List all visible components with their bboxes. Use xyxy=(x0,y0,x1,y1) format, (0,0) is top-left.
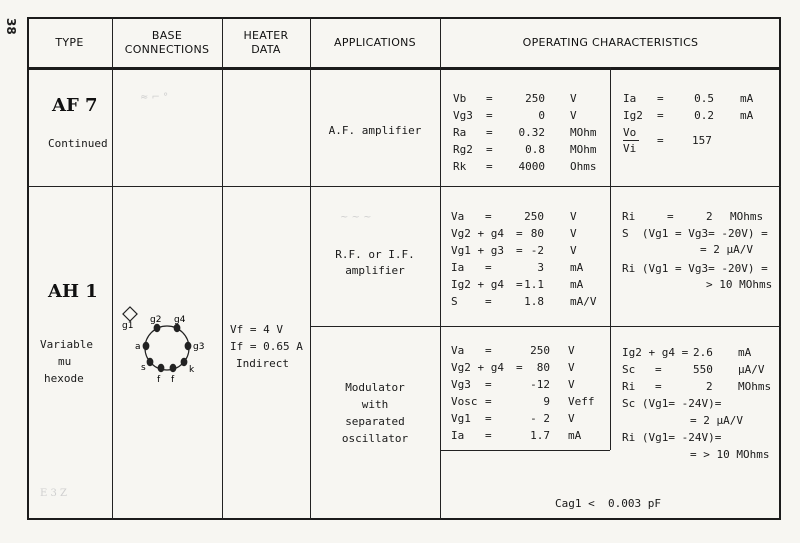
param-unit: V xyxy=(568,344,575,357)
param-label: Rk xyxy=(453,160,467,173)
param-label: Vg3 xyxy=(453,109,473,122)
param-unit: Veff xyxy=(568,395,595,408)
equals-sign: = xyxy=(516,227,523,240)
param-value: 550 xyxy=(693,363,713,376)
param-value: 250 xyxy=(530,344,550,357)
transconductance-value: = 2 μA/V xyxy=(690,414,743,427)
equals-sign: = xyxy=(485,412,492,425)
rf-application-1: R.F. or I.F. xyxy=(335,248,415,261)
equals-sign: = xyxy=(485,261,492,274)
equals-sign: = xyxy=(667,210,674,223)
header-base-1: BASE xyxy=(151,29,183,42)
param-unit: V xyxy=(568,378,575,391)
ah1-desc-2: mu xyxy=(58,355,72,368)
header-divider xyxy=(27,67,781,70)
pin-f-2 xyxy=(170,364,177,372)
param-label: S xyxy=(451,295,458,308)
equals-sign: = xyxy=(485,210,492,223)
param-unit: Ohms xyxy=(570,160,597,173)
param-label: Vg1 xyxy=(451,412,471,425)
param-value: 80 xyxy=(536,361,550,374)
header-applications: APPLICATIONS xyxy=(334,36,416,49)
param-label: Ia xyxy=(451,429,465,442)
param-label: Vb xyxy=(453,92,467,105)
param-label: Vg1 + g3 xyxy=(451,244,504,257)
pin-label: g3 xyxy=(193,342,205,352)
af7-note: Continued xyxy=(48,137,108,150)
pin-g4 xyxy=(174,324,181,332)
param-value: 2 xyxy=(706,380,713,393)
param-unit: V xyxy=(568,361,575,374)
type-ah1: AH 1 xyxy=(48,281,98,302)
header-base-2: CONNECTIONS xyxy=(124,43,210,56)
param-label: Va xyxy=(451,344,465,357)
mod-application-4: oscillator xyxy=(341,432,409,445)
gain-numerator: Vo xyxy=(623,126,637,139)
param-value: -2 xyxy=(530,244,544,257)
col-divider-1 xyxy=(112,17,113,520)
param-value: 1.8 xyxy=(524,295,544,308)
param-label: Ig2 + g4 xyxy=(451,278,504,291)
pin-label: f xyxy=(157,375,161,385)
row-divider-af7 xyxy=(27,186,781,187)
param-unit: MOhms xyxy=(730,210,764,223)
heater-if: If = 0.65 A xyxy=(230,340,303,353)
page-number: 38 xyxy=(4,18,18,35)
heater-vf: Vf = 4 V xyxy=(230,323,283,336)
pin-g2 xyxy=(154,324,161,332)
param-value: 9 xyxy=(543,395,550,408)
equals-sign: = xyxy=(486,109,493,122)
equals-sign: = xyxy=(486,92,493,105)
transconductance-condition: Sc (Vg1= -24V)= xyxy=(622,397,722,410)
show-through: E 3 Z xyxy=(40,488,67,499)
param-label: Ia xyxy=(623,92,637,105)
param-value: 1.1 xyxy=(524,278,544,291)
param-value: 0.5 xyxy=(694,92,714,105)
mod-application-3: separated xyxy=(345,415,405,428)
equals-sign: = xyxy=(485,429,492,442)
param-value: 4000 xyxy=(518,160,545,173)
header-heater-2: DATA xyxy=(251,43,281,56)
af7-application: A.F. amplifier xyxy=(328,124,422,137)
pin-label: g1 xyxy=(122,321,134,331)
type-af7: AF 7 xyxy=(52,95,98,116)
param-label: Sc xyxy=(622,363,636,376)
param-label: Rg2 xyxy=(453,143,473,156)
pin-label: g4 xyxy=(174,315,186,325)
equals-sign: = xyxy=(516,244,523,257)
resistance-condition: Ri (Vg1= -24V)= xyxy=(622,431,722,444)
ah1-desc-1: Variable xyxy=(40,338,93,351)
param-unit: mA xyxy=(568,429,582,442)
equals-sign: = xyxy=(657,134,664,147)
gain-denominator: Vi xyxy=(623,142,637,155)
param-label: Vosc xyxy=(451,395,478,408)
param-unit: mA xyxy=(738,346,752,359)
header-type: TYPE xyxy=(55,36,84,49)
param-unit: V xyxy=(568,412,575,425)
param-unit: mA/V xyxy=(570,295,597,308)
pin-label: f xyxy=(171,375,175,385)
param-value: 0.8 xyxy=(525,143,545,156)
pin-f-1 xyxy=(158,364,165,372)
equals-sign: = xyxy=(657,92,664,105)
param-unit: V xyxy=(570,227,577,240)
equals-sign: = xyxy=(516,361,523,374)
base-connections-diagram xyxy=(112,300,222,390)
transconductance-value: = 2 μA/V xyxy=(700,243,753,256)
show-through: ~ ~ ~ xyxy=(340,212,372,223)
col-divider-2 xyxy=(222,17,223,520)
param-value: -12 xyxy=(530,378,550,391)
param-value: 3 xyxy=(537,261,544,274)
param-unit: mA xyxy=(570,261,584,274)
row-divider-rf xyxy=(310,326,781,327)
param-label: Va xyxy=(451,210,465,223)
pin-a xyxy=(143,342,150,350)
resistance-condition: Ri (Vg1 = Vg3= -20V) = xyxy=(622,262,768,275)
header-operating: OPERATING CHARACTERISTICS xyxy=(522,36,699,49)
param-value: 2 xyxy=(706,210,713,223)
param-value: 1.7 xyxy=(530,429,550,442)
param-unit: V xyxy=(570,210,577,223)
param-label: Ri xyxy=(622,210,636,223)
param-unit: mA xyxy=(740,109,754,122)
transconductance-condition: S (Vg1 = Vg3= -20V) = xyxy=(622,227,768,240)
equals-sign: = xyxy=(655,363,662,376)
param-label: Ra xyxy=(453,126,467,139)
header-heater-1: HEATER xyxy=(243,29,289,42)
pin-s xyxy=(147,358,154,366)
pin-label: g2 xyxy=(150,315,162,325)
param-unit: mA xyxy=(740,92,754,105)
param-value: 0 xyxy=(538,109,545,122)
param-unit: MOhms xyxy=(738,380,772,393)
param-value: 250 xyxy=(524,210,544,223)
pin-k xyxy=(181,358,188,366)
param-unit: V xyxy=(570,109,577,122)
equals-sign: = xyxy=(486,126,493,139)
param-label: Vg2 + g4 xyxy=(451,361,504,374)
resistance-value: > 10 MOhms xyxy=(706,278,773,291)
grid-anode-capacitance: Cag1 < 0.003 pF xyxy=(555,497,661,510)
row-divider-mod xyxy=(440,450,610,451)
pin-label: a xyxy=(135,342,141,352)
param-value: 250 xyxy=(525,92,545,105)
param-unit: mA xyxy=(570,278,584,291)
param-label: Vg2 + g4 xyxy=(451,227,504,240)
ah1-desc-3: hexode xyxy=(44,372,84,385)
equals-sign: = xyxy=(485,395,492,408)
equals-sign: = xyxy=(516,278,523,291)
equals-sign: = xyxy=(485,378,492,391)
resistance-value: = > 10 MOhms xyxy=(690,448,770,461)
fraction-bar xyxy=(623,140,639,141)
show-through: ≈ ⌐ ° xyxy=(140,92,169,103)
param-unit: V xyxy=(570,92,577,105)
param-unit: V xyxy=(570,244,577,257)
equals-sign: = xyxy=(485,344,492,357)
param-value: - 2 xyxy=(530,412,550,425)
rf-application-2: amplifier xyxy=(345,264,405,277)
param-unit: μA/V xyxy=(738,363,765,376)
equals-sign: = xyxy=(486,160,493,173)
param-label: Ig2 xyxy=(623,109,643,122)
gain-value: 157 xyxy=(692,134,712,147)
col-divider-4 xyxy=(440,17,441,520)
param-value: 80 xyxy=(530,227,544,240)
param-value: 0.2 xyxy=(694,109,714,122)
param-unit: MOhm xyxy=(570,126,597,139)
param-value: 2.6 xyxy=(693,346,713,359)
top-cap-icon xyxy=(123,307,137,321)
equals-sign: = xyxy=(486,143,493,156)
param-label: Ri xyxy=(622,380,636,393)
pin-label: k xyxy=(189,365,195,375)
heater-type: Indirect xyxy=(236,357,289,370)
param-label: Ia xyxy=(451,261,465,274)
param-label: Vg3 xyxy=(451,378,471,391)
mod-application-1: Modulator xyxy=(345,381,405,394)
equals-sign: = xyxy=(657,109,664,122)
pin-g3 xyxy=(185,342,192,350)
param-unit: MOhm xyxy=(570,143,597,156)
param-label: Ig2 + g4 = xyxy=(622,346,689,359)
equals-sign: = xyxy=(655,380,662,393)
mod-application-2: with xyxy=(361,398,389,411)
pin-label: s xyxy=(141,363,146,373)
equals-sign: = xyxy=(485,295,492,308)
param-value: 0.32 xyxy=(518,126,545,139)
col-divider-5 xyxy=(610,67,611,450)
